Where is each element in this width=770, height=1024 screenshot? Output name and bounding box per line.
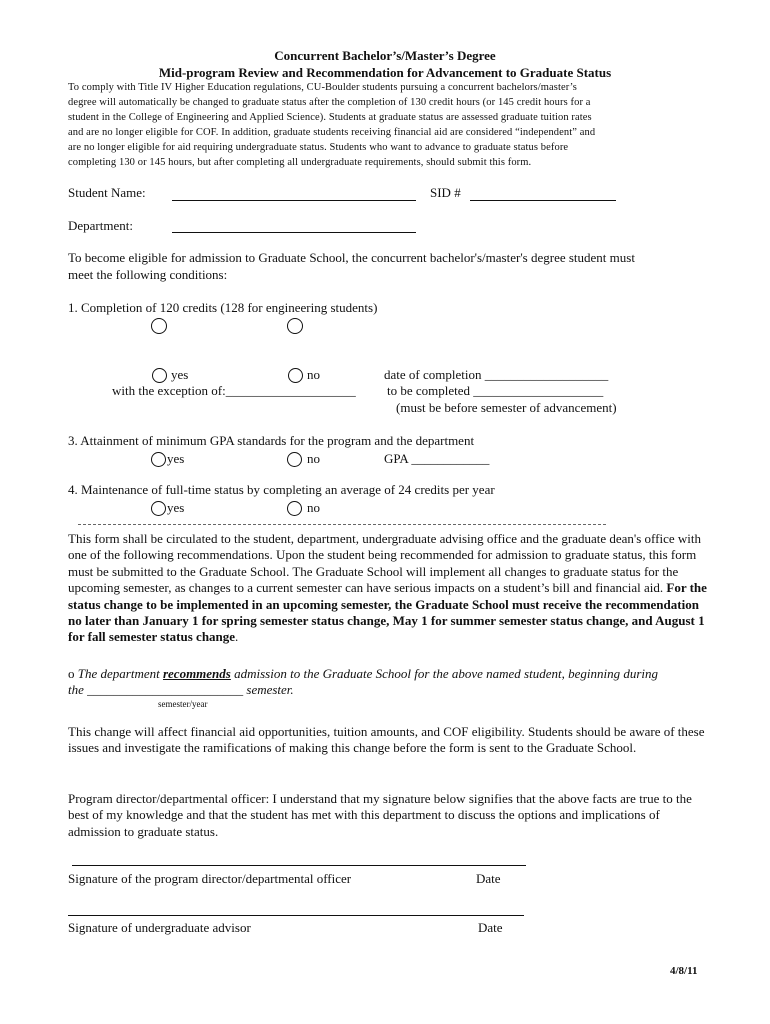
recommend-pre: The department [74,666,163,681]
form-title: Concurrent Bachelor’s/Master’s Degree [274,48,496,63]
condition-3-no-label: no [307,451,320,466]
intro-line-4: and are no longer eligible for COF. In addition, graduate students receiving financial aid are considered “independent” and [68,127,596,138]
change-paragraph: This change will affect financial aid opportunities, tuition amounts, and COF eligibility. Students should be aware of these issues and investigate the ramifications of making this change before the form is sent to the Graduate School. [68,724,705,756]
condition-4-yes-radio[interactable] [151,501,166,516]
department-field[interactable] [172,232,416,233]
student-name-field[interactable] [172,200,416,201]
intro-line-6: completing 130 or 145 hours, but after completing all undergraduate requirements, should submit this form. [68,157,532,168]
advisor-date-label: Date [478,920,503,935]
condition-3-yes-label: yes [167,451,185,466]
revision-date: 4/8/11 [670,965,698,977]
director-signature-line[interactable] [72,865,526,866]
recommend-post: admission to the Graduate School for the above named student, beginning during [230,666,659,681]
recommendation-line [68,666,658,682]
to-be-completed-field[interactable]: to be completed ____________________ [387,383,604,398]
director-date-label: Date [476,871,501,886]
condition-3-label: 3. Attainment of minimum GPA standards for the program and the department [68,433,475,448]
circulation-text: This form shall be circulated to the student, department, undergraduate advising office and the graduate dean's office with one of the following recommendations. Upon the student being recommended for admission to graduate status, this form must be submitted to the Graduate School. The Graduate School will implement all changes to graduate status for the upcoming semester, as changes to a current semester can have serious impacts on a student’s bill and financial aid. [68,531,701,596]
student-name-label: Student Name: [68,185,146,200]
recommend-bullet[interactable]: o [68,666,75,681]
form-subtitle: Mid-program Review and Recommendation for Advancement to Graduate Status [158,65,612,80]
intro-line-5: are no longer eligible for aid requiring undergraduate status. Students who want to advance to graduate status before [68,142,569,153]
officer-paragraph: Program director/departmental officer: I understand that my signature below signifies that the above facts are true to the best of my knowledge and that the student has met with this department to discuss the options and implications of admission to graduate status. [68,791,692,839]
condition-4-yes-label: yes [167,500,185,515]
semester-field[interactable]: the ________________________ semester. [68,682,294,697]
date-of-completion[interactable]: date of completion ___________________ [384,367,609,382]
advancement-note: (must be before semester of advancement) [396,400,617,415]
condition-1-no-label: no [307,367,320,382]
sid-label: SID # [430,185,461,200]
condition-1-yes-radio[interactable] [152,368,167,383]
condition-1-top-radio-right[interactable] [287,318,303,334]
condition-4-no-radio[interactable] [287,501,302,516]
condition-1-label: 1. Completion of 120 credits (128 for engineering students) [68,300,378,315]
sid-field[interactable] [470,200,616,201]
circulation-end: . [235,629,239,645]
condition-4-no-label: no [307,500,320,515]
condition-1-no-radio[interactable] [288,368,303,383]
condition-3-yes-radio[interactable] [151,452,166,467]
condition-1-yes-label: yes [171,367,189,382]
gpa-field[interactable]: GPA ____________ [384,451,490,466]
intro-line-1: To comply with Title IV Higher Education regulations, CU-Boulder students pursuing a concurrent bachelors/master’s [68,82,577,93]
advisor-signature-label: Signature of undergraduate advisor [68,920,251,935]
semester-year-caption: semester/year [158,699,208,709]
condition-4-label: 4. Maintenance of full-time status by completing an average of 24 credits per year [68,482,495,497]
intro-line-2: degree will automatically be changed to graduate status after the completion of 130 credit hours (or 145 credit hours for a [68,97,591,108]
department-label: Department: [68,218,133,233]
circulation-paragraph [68,531,708,646]
eligibility-line-2: meet the following conditions: [68,267,228,282]
circulation-deadline-text: For the status change to be implemented in an upcoming semester, the Graduate School must receive the recommendation no later than January 1 for spring semester status change, May 1 for summer semester status change, and August 1 for fall semester status change [68,580,707,645]
section-divider [78,524,606,525]
intro-line-3: student in the College of Engineering and Applied Science). Students at graduate status are assessed graduate tuition rates [68,112,592,123]
recommend-keyword: recommends [162,666,231,681]
condition-1-top-radio-left[interactable] [151,318,167,334]
eligibility-line-1: To become eligible for admission to Graduate School, the concurrent bachelor's/master's degree student must [68,250,635,265]
exception-field[interactable]: with the exception of:____________________ [112,383,356,398]
director-signature-label: Signature of the program director/departmental officer [68,871,352,886]
advisor-signature-line[interactable] [68,915,524,916]
condition-3-no-radio[interactable] [287,452,302,467]
